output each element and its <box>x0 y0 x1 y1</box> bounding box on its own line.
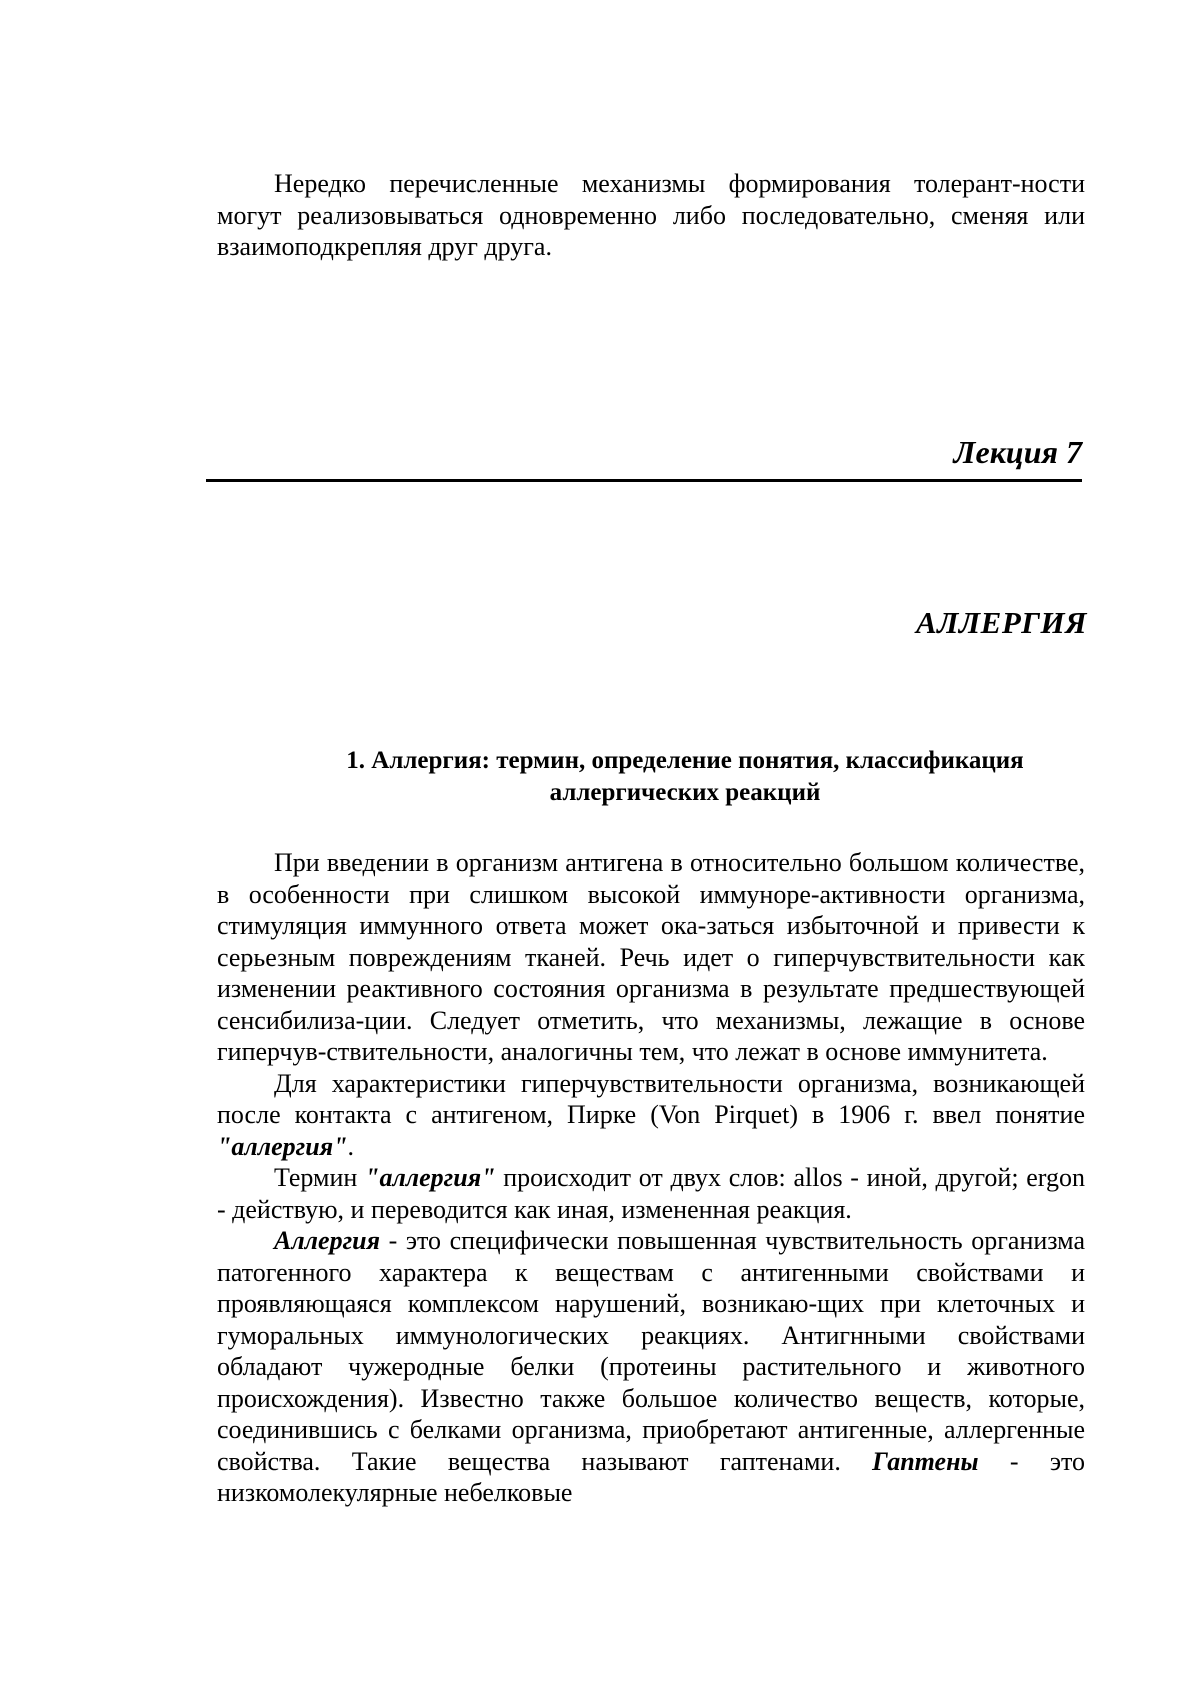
p2-end: . <box>347 1131 355 1161</box>
p2-text: Для характеристики гиперчувствительности организма, возникающей после контакта с антигеном, Пирке (Von Pirquet) в 1906 г. ввел понятие <box>217 1068 1085 1129</box>
p4-tail: - это низкомолекулярные небелковые <box>217 1446 1085 1507</box>
p3-start: Термин <box>274 1163 366 1192</box>
p2-term: "аллергия" <box>217 1131 348 1161</box>
p4-text: - это специфически повышенная чувствительность организма патогенного характера к веществам с антигенными свойствами и проявляющаяся комплексом нарушений, возникаю-щих при клеточных и гуморальных иммунологических реакциях. Антигнными свойствами обладают чужеродные белки (протеины растительного и животного происхождения). Известно также большое количество веществ, которые, соединившись с белками организма, приобретают антигенные, аллергенные свойства. Такие вещества называют гаптенами. <box>217 1226 1085 1476</box>
section-title-line2: аллергических реакций <box>549 779 821 806</box>
intro-section <box>217 168 1085 263</box>
lecture-header <box>206 432 1082 488</box>
chapter-title: АЛЛЕРГИЯ <box>915 605 1087 640</box>
section-title-line1: 1. Аллергия: термин, определение понятия, классификация <box>346 747 1024 774</box>
body-section <box>217 847 1085 1509</box>
body-paragraph-4 <box>217 1225 1085 1509</box>
lecture-divider <box>206 479 1082 482</box>
intro-paragraph: Нередко перечисленные механизмы формирования толерант-ности могут реализовываться одновременно либо последовательно, сменяя или взаимоподкрепляя друг друга. <box>217 169 1085 261</box>
section-title <box>280 745 1090 809</box>
lecture-title: Лекция 7 <box>953 434 1082 470</box>
p3-term: "аллергия" <box>365 1163 496 1192</box>
p4-term2: Гаптены <box>872 1446 979 1476</box>
body-paragraph-3 <box>217 1162 1085 1225</box>
p4-term: Аллергия <box>274 1226 381 1255</box>
p3-rest: происходит от двух слов: allos - иной, другой; ergon - действую, и переводится как иная, измененная реакция. <box>217 1163 1085 1224</box>
body-paragraph-1: При введении в организм антигена в относительно большом количестве, в особенности при слишком высокой иммуноре-активности организма, стимуляция иммунного ответа может ока-заться избыточной и привести к серьезным повреждениям тканей. Речь идет о гиперчувствительности как изменении реактивного состояния организма в результате предшествующей сенсибилиза-ции. Следует отметить, что механизмы, лежащие в основе гиперчув-ствительности, аналогичны тем, что лежат в основе иммунитета. <box>217 848 1085 1066</box>
body-paragraph-2 <box>217 1068 1085 1163</box>
